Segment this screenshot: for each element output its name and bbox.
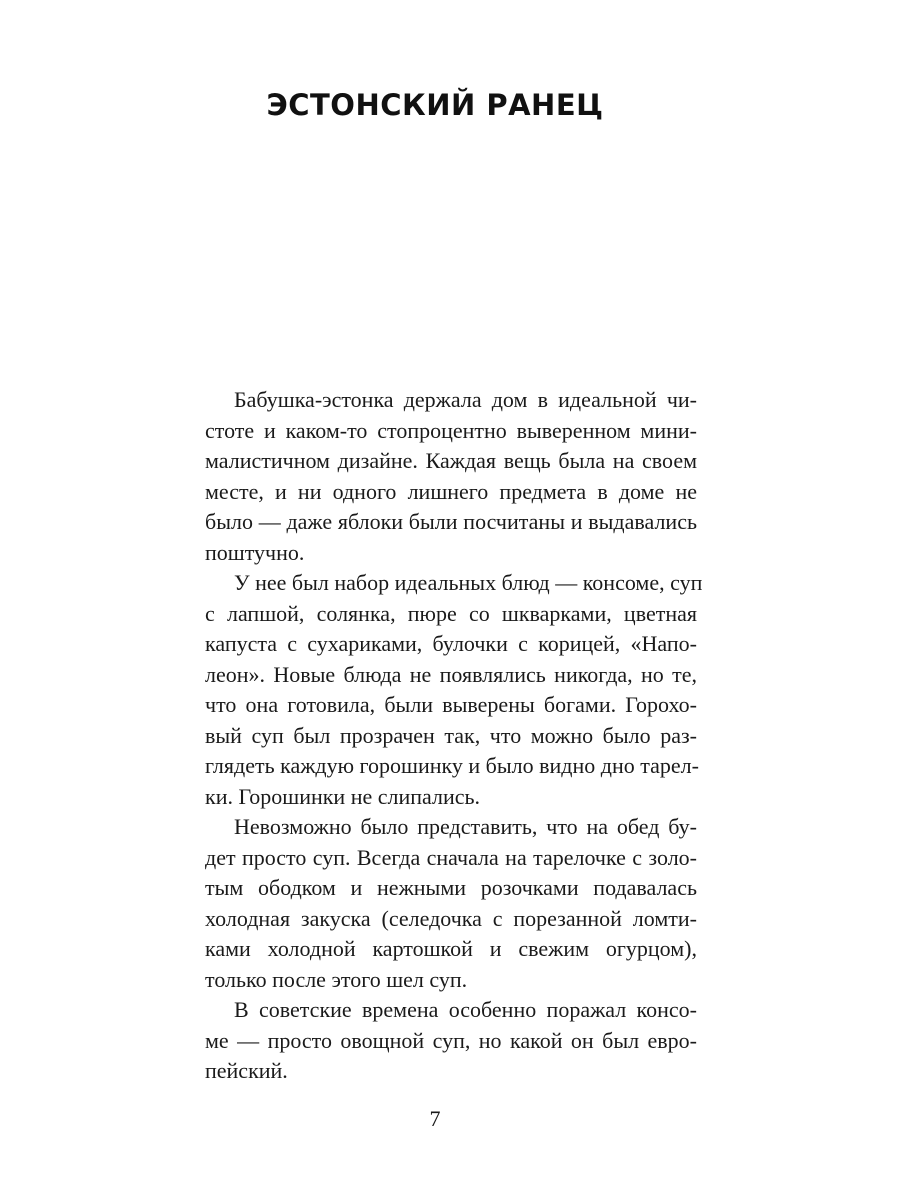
text-line: стоте и каком-то стопроцентно выверенном мини-: [205, 417, 697, 443]
text-line: только после этого шел суп.: [205, 966, 468, 992]
text-line: ки. Горошинки не слипались.: [205, 783, 481, 809]
text-line: тым ободком и нежными розочками подавалась: [205, 875, 697, 900]
text-line: месте, и ни одного лишнего предмета в доме не: [205, 478, 697, 504]
text-line: с лапшой, солянка, пюре со шкварками, цветная: [205, 600, 697, 626]
text-line: поштучно.: [205, 539, 305, 565]
text-line: леон». Новые блюда не появлялись никогда, но те,: [205, 661, 697, 687]
paragraph: [176, 385, 697, 568]
text-line: В советские времена особенно поражал консо-: [234, 997, 697, 1022]
text-line: капуста с сухариками, булочки с корицей, «Напо-: [205, 631, 697, 656]
text-line: глядеть каждую горошинку и было видно дно тарел-: [205, 753, 699, 778]
chapter-title: ЭСТОНСКИЙ РАНЕЦ: [266, 88, 604, 122]
text-line: У нее был набор идеальных блюд — консоме, суп: [234, 570, 703, 595]
text-line: Бабушка-эстонка держала дом в идеальной чи-: [234, 387, 697, 412]
paragraph: [176, 995, 697, 1087]
text-line: пейский.: [205, 1058, 288, 1083]
text-line: было — даже яблоки были посчитаны и выдавались: [205, 509, 697, 534]
paragraph: [176, 812, 697, 995]
text-line: Невозможно было представить, что на обед бу-: [234, 814, 697, 839]
paragraph: [176, 568, 703, 812]
text-line: ме — просто овощной суп, но какой он был евро-: [205, 1027, 697, 1053]
body-text: [176, 385, 703, 1087]
text-line: малистичном дизайне. Каждая вещь была на своем: [205, 448, 697, 473]
page-number: 7: [429, 1106, 441, 1131]
text-line: что она готовила, были выверены богами. Горохо-: [205, 692, 697, 717]
text-line: ками холодной картошкой и свежим огурцом),: [205, 936, 697, 961]
text-line: вый суп был прозрачен так, что можно было раз-: [205, 722, 697, 748]
text-line: дет просто суп. Всегда сначала на тарелочке с золо-: [205, 844, 697, 870]
text-line: холодная закуска (селедочка с порезанной ломти-: [205, 905, 697, 931]
